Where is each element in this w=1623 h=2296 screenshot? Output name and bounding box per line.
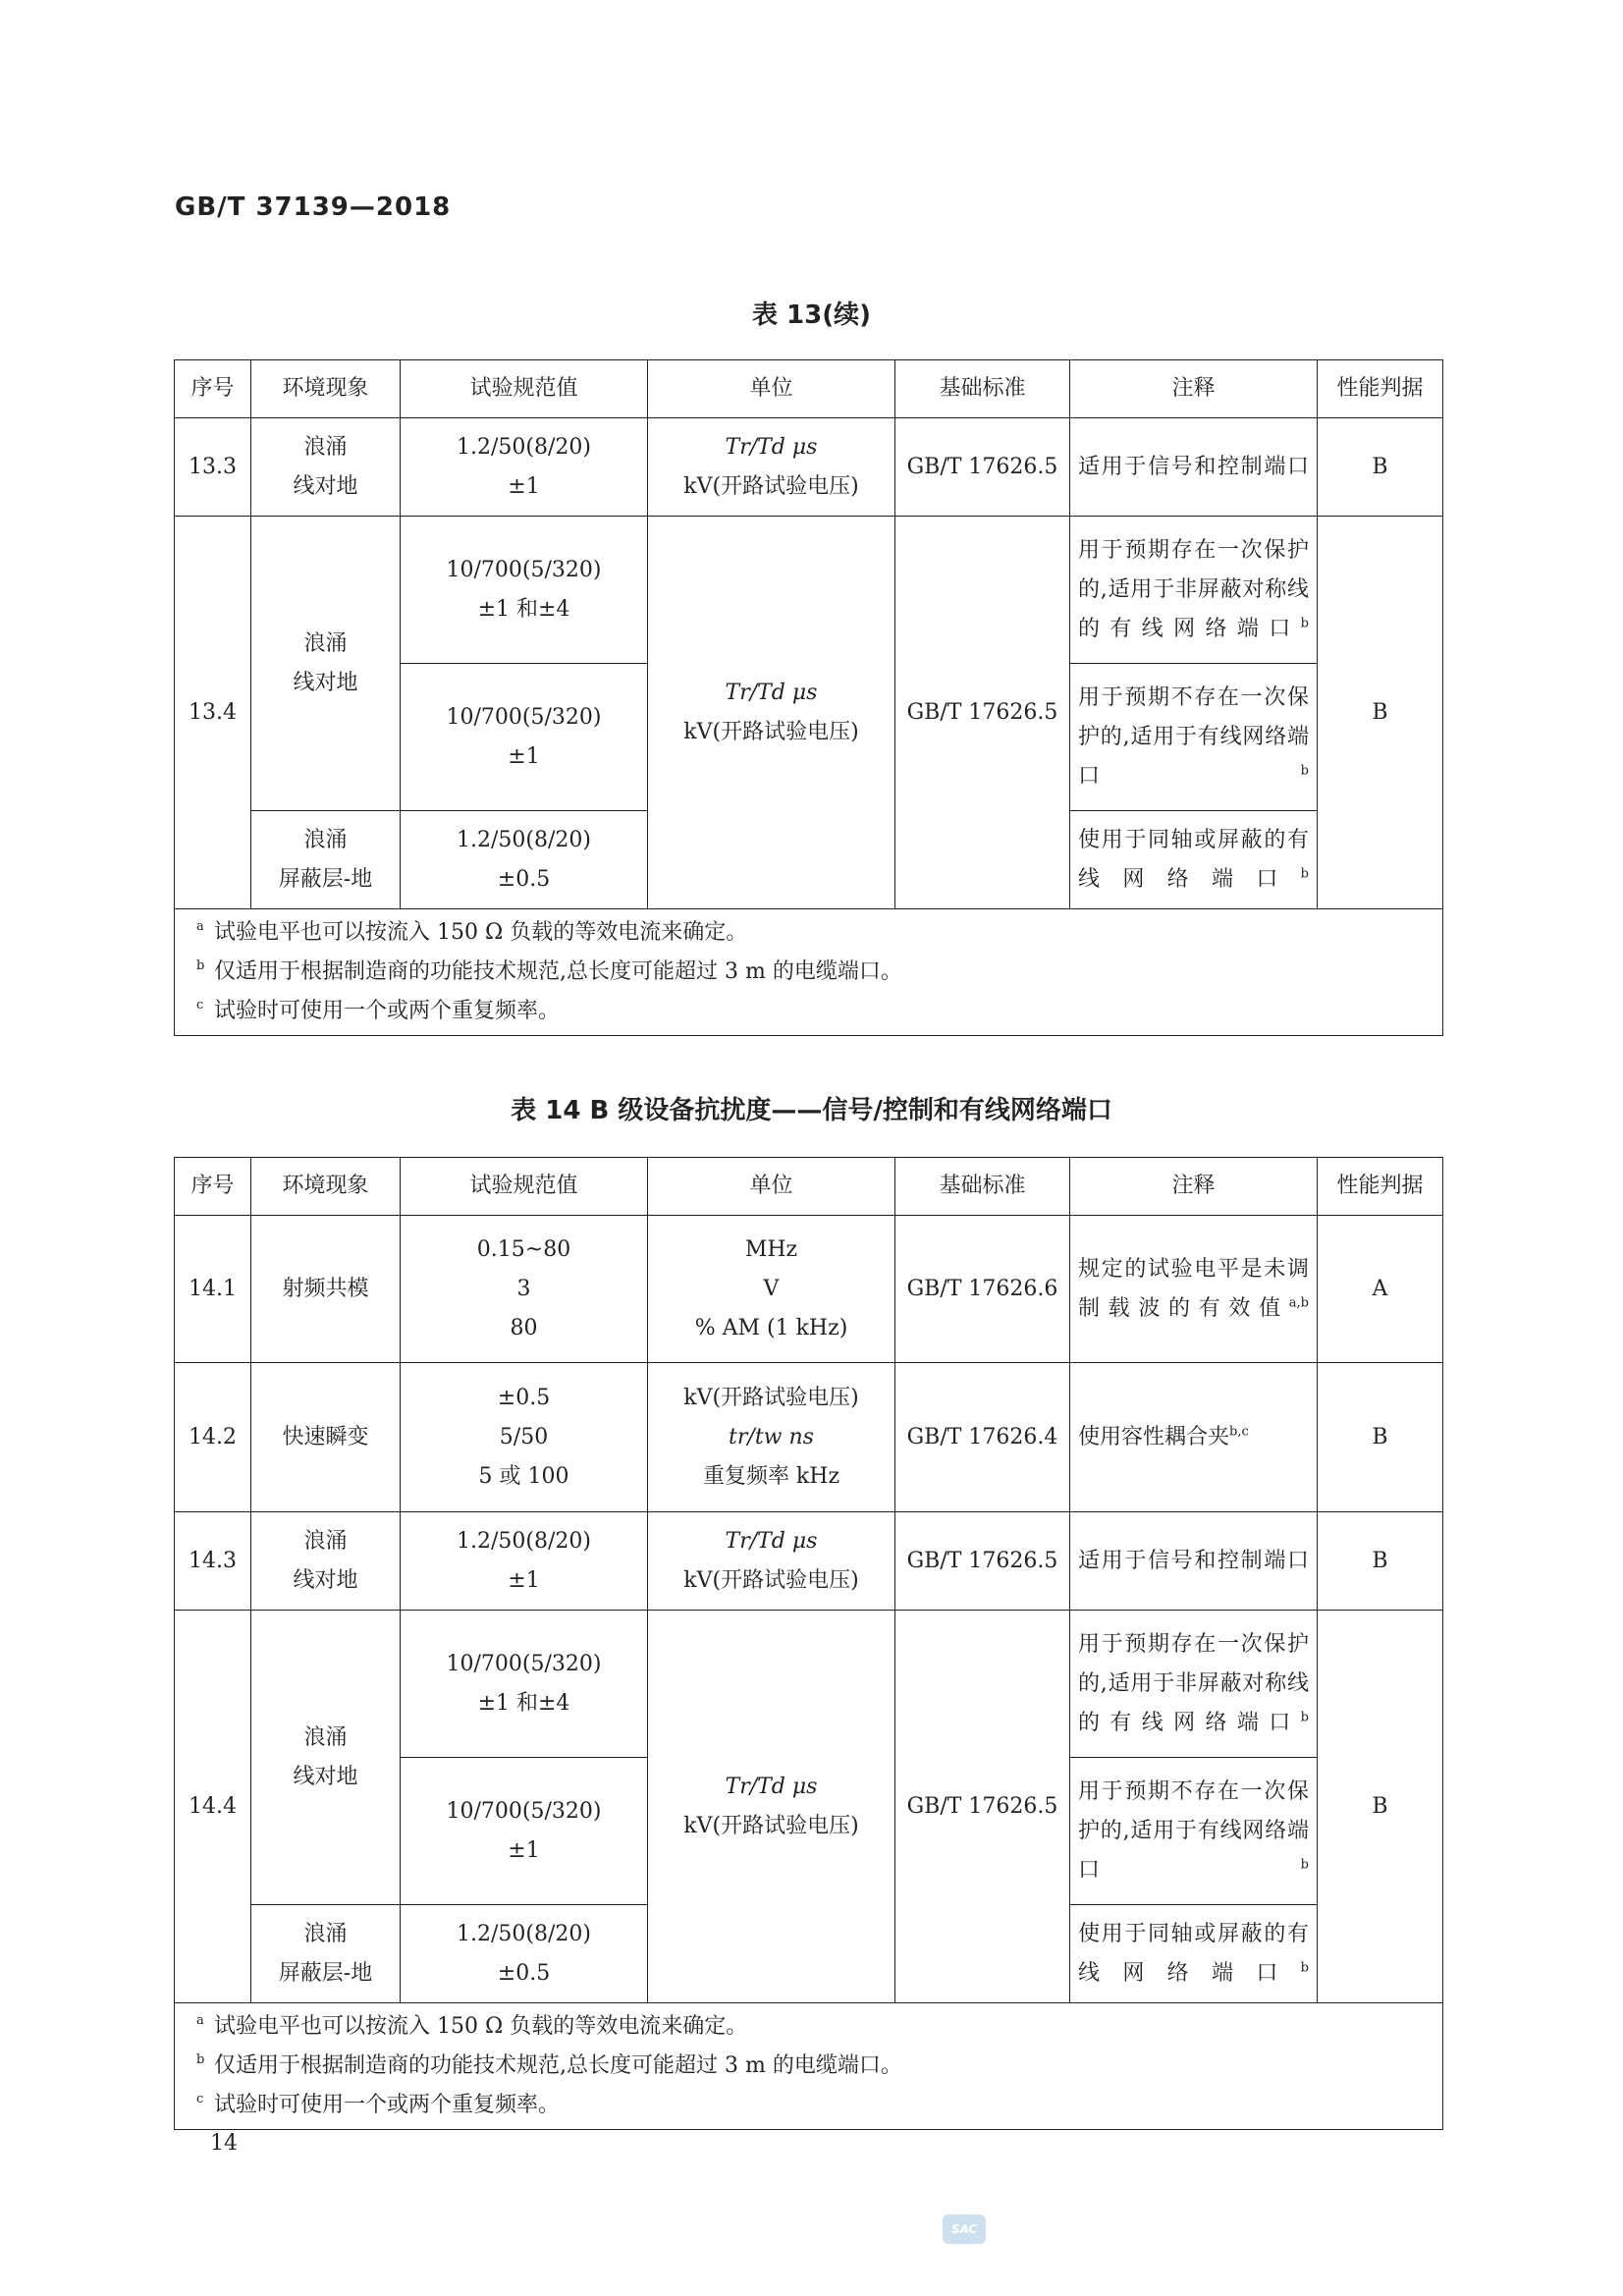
phenomenon-cell: 快速瞬变 (251, 1363, 401, 1512)
col-header: 环境现象 (251, 1158, 401, 1216)
unit-cell: Tr/Td μs kV(开路试验电压) (648, 517, 895, 909)
table-row (175, 1512, 1443, 1611)
phenomenon-cell: 浪涌 线对地 (251, 418, 401, 517)
footnotes-row (175, 909, 1443, 1036)
table-header-row (175, 1158, 1443, 1216)
note-cell: 用于预期不存在一次保护的,适用于有线网络端口$^b$ (1070, 1758, 1318, 1905)
footnote: c 试验时可使用一个或两个重复频率。 (196, 998, 561, 1023)
note-cell: 使用于同轴或屏蔽的有线网络端口$^b$ (1070, 1905, 1318, 2003)
col-header: 单位 (648, 360, 895, 418)
table-row (175, 418, 1443, 517)
footnote: a 试验电平也可以按流入 150 Ω 负载的等效电流来确定。 (196, 919, 748, 945)
criterion-cell: B (1318, 418, 1443, 517)
row-number: 14.2 (175, 1363, 251, 1512)
criterion-cell: B (1318, 1512, 1443, 1611)
note-cell: 适用于信号和控制端口 (1070, 418, 1318, 517)
note-cell: 使用于同轴或屏蔽的有线网络端口$^b$ (1070, 811, 1318, 909)
value-cell: 1.2/50(8/20) ±0.5 (401, 1905, 648, 2003)
note-cell: 使用容性耦合夹$^{b,c}$ (1070, 1363, 1318, 1512)
table-13 (174, 359, 1443, 1036)
value-cell: 1.2/50(8/20) ±1 (401, 1512, 648, 1611)
col-header: 试验规范值 (401, 1158, 648, 1216)
col-header: 环境现象 (251, 360, 401, 418)
value-cell: 10/700(5/320) ±1 和±4 (401, 1611, 648, 1758)
standard-cell: GB/T 17626.6 (895, 1216, 1070, 1363)
phenomenon-cell: 浪涌 屏蔽层-地 (251, 811, 401, 909)
note-cell: 用于预期不存在一次保护的,适用于有线网络端口$^b$ (1070, 664, 1318, 811)
footnotes (175, 909, 1443, 1036)
value-cell: ±0.5 5/50 5 或 100 (401, 1363, 648, 1512)
col-header: 性能判据 (1318, 1158, 1443, 1216)
standard-cell: GB/T 17626.4 (895, 1363, 1070, 1512)
row-number: 13.3 (175, 418, 251, 517)
col-header: 序号 (175, 1158, 251, 1216)
row-number: 14.3 (175, 1512, 251, 1611)
table-14 (174, 1157, 1443, 2130)
phenomenon-cell: 浪涌 线对地 (251, 517, 401, 811)
unit-cell: Tr/Td μs kV(开路试验电压) (648, 418, 895, 517)
standard-cell: GB/T 17626.5 (895, 418, 1070, 517)
standard-cell: GB/T 17626.5 (895, 517, 1070, 909)
note-cell: 适用于信号和控制端口 (1070, 1512, 1318, 1611)
criterion-cell: B (1318, 1363, 1443, 1512)
phenomenon-cell: 浪涌 屏蔽层-地 (251, 1905, 401, 2003)
unit-cell: Tr/Td μs kV(开路试验电压) (648, 1512, 895, 1611)
col-header: 序号 (175, 360, 251, 418)
footnotes (175, 2003, 1443, 2130)
footnote: b 仅适用于根据制造商的功能技术规范,总长度可能超过 3 m 的电缆端口。 (196, 958, 902, 984)
criterion-cell: B (1318, 1611, 1443, 2003)
phenomenon-cell: 浪涌 线对地 (251, 1611, 401, 1905)
value-cell: 10/700(5/320) ±1 (401, 1758, 648, 1905)
table-14-caption: 表 14 B 级设备抗扰度——信号/控制和有线网络端口 (511, 1096, 1112, 1125)
footnotes-row (175, 2003, 1443, 2130)
footnote: b 仅适用于根据制造商的功能技术规范,总长度可能超过 3 m 的电缆端口。 (196, 2052, 902, 2078)
unit-cell: kV(开路试验电压) tr/tw ns 重复频率 kHz (648, 1363, 895, 1512)
note-cell: 用于预期存在一次保护的,适用于非屏蔽对称线的有线网络端口$^b$ (1070, 1611, 1318, 1758)
criterion-cell: A (1318, 1216, 1443, 1363)
standard-cell: GB/T 17626.5 (895, 1512, 1070, 1611)
row-number: 14.1 (175, 1216, 251, 1363)
col-header: 注释 (1070, 1158, 1318, 1216)
page-number: 14 (210, 2131, 238, 2156)
unit-cell: MHz V % AM (1 kHz) (648, 1216, 895, 1363)
table-row (175, 1611, 1443, 1758)
row-number: 13.4 (175, 517, 251, 909)
footnote: a 试验电平也可以按流入 150 Ω 负载的等效电流来确定。 (196, 2013, 748, 2039)
col-header: 单位 (648, 1158, 895, 1216)
criterion-cell: B (1318, 517, 1443, 909)
phenomenon-cell: 浪涌 线对地 (251, 1512, 401, 1611)
row-number: 14.4 (175, 1611, 251, 2003)
col-header: 性能判据 (1318, 360, 1443, 418)
col-header: 基础标准 (895, 360, 1070, 418)
footnote: c 试验时可使用一个或两个重复频率。 (196, 2092, 561, 2117)
table-row (175, 1363, 1443, 1512)
col-header: 基础标准 (895, 1158, 1070, 1216)
table-row (175, 1216, 1443, 1363)
note-cell: 用于预期存在一次保护的,适用于非屏蔽对称线的有线网络端口$^b$ (1070, 517, 1318, 664)
table-header-row (175, 360, 1443, 418)
value-cell: 1.2/50(8/20) ±0.5 (401, 811, 648, 909)
sac-logo-icon: SAC (943, 2214, 986, 2244)
note-cell: 规定的试验电平是未调制载波的有效值$^{a,b}$ (1070, 1216, 1318, 1363)
standard-cell: GB/T 17626.5 (895, 1611, 1070, 2003)
standard-code: GB/T 37139—2018 (175, 192, 452, 222)
unit-cell: Tr/Td μs kV(开路试验电压) (648, 1611, 895, 2003)
table-13-caption: 表 13(续) (752, 301, 871, 330)
col-header: 试验规范值 (401, 360, 648, 418)
phenomenon-cell: 射频共模 (251, 1216, 401, 1363)
value-cell: 10/700(5/320) ±1 和±4 (401, 517, 648, 664)
col-header: 注释 (1070, 360, 1318, 418)
value-cell: 10/700(5/320) ±1 (401, 664, 648, 811)
table-row (175, 517, 1443, 664)
value-cell: 1.2/50(8/20) ±1 (401, 418, 648, 517)
value-cell: 0.15~80 3 80 (401, 1216, 648, 1363)
